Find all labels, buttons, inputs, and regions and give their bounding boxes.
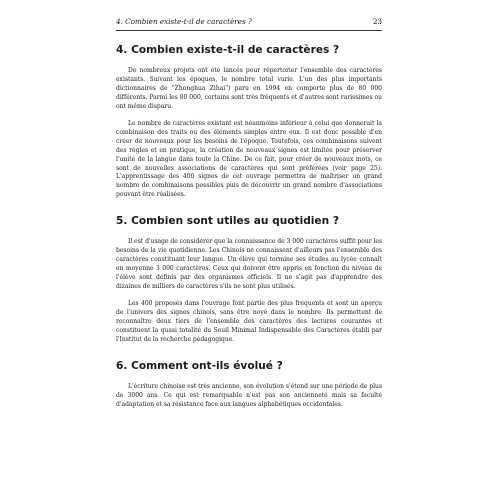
section-6-paragraph-1: L'écriture chinoise est très ancienne, son évolution s'étend sur une période de plus de 3000 ans. Ce qui est remarquable n'est pas son ancienneté mais sa faculté d'adaptation et sa résistance face aux langues alphabétiques occidentales. — [116, 382, 382, 408]
section-5-paragraph-1: Il est d'usage de considérer que la connaissance de 3 000 caractères suffit pour les besoins de la vie quotidienne. Les Chinois ne connaissent d'ailleurs pas l'ensemble des caractères constituant leur langue. Un élève qui termine ses études au lycée connaît en moyenne 3 000 caractères. Ceux qui doivent être appris en fonction du niveau de l'élève sont définis par des organismes officiels. Il ne s'agit pas d'apprendre des dizaines de milliers de caractères s'ils ne sont plus utilisés. — [116, 238, 382, 291]
section-4-paragraph-1: De nombreux projets ont été lancés pour répertorier l'ensemble des caractères existants. Suivant les époques, le nombre total varie. L'un des plus importants dictionnaires de "Zhonghua Zihai") paru en 1994 en comporte plus de 80 000 différents. Parmi les 80 000, certains sont très fréquents et d'autres sont rarissimes ou ont même disparu. — [116, 67, 382, 110]
section-5-paragraph-2: Les 400 proposés dans l'ouvrage font partie des plus fréquents et sont un aperçu de l'univers des signes chinois, sans être noyé dans le nombre. Ils permettent de reconnaître deux tiers de l'ensemble des caractères des lectures courantes et constituent la quasi totalité du Seuil Minimal Indispensable des Caractères établi par l'Institut de la recherche pédagogique. — [116, 300, 382, 343]
section-5-title: 5. Combien sont utiles au quotidien ? — [116, 215, 339, 228]
page-number: 23 — [372, 17, 382, 26]
section-4-title: 4. Combien existe-t-il de caractères ? — [116, 44, 340, 56]
section-6-title: 6. Comment ont-ils évolué ? — [116, 359, 283, 372]
section-4-paragraph-2: Le nombre de caractères existant est néanmoins inférieur à celui que donnerait la combinaison des traits ou des éléments simples entre eux. Il est donc possible d'en créer de nouveaux pour les besoins de l'époque. Toutefois, ces combinaisons suivent des règles et en pratique, la création de nouveaux signes est limitée pour préserver l'unité de la langue dans toute la Chine. De ce fait, pour créer de nouveaux mots, ce sont de nouvelles associations de caractères qui sont préférées (voir page 25). L'apprentissage des 400 signes de cet ouvrage permettra de maîtriser un grand nombre de combinaisons possibles puis de découvrir un grand nombre d'associations pouvant être réalisées. — [116, 119, 382, 199]
page-body — [116, 44, 382, 410]
running-header-chapter: 4. Combien existe-t-il de caractères ? — [116, 17, 252, 26]
running-header — [116, 16, 382, 31]
